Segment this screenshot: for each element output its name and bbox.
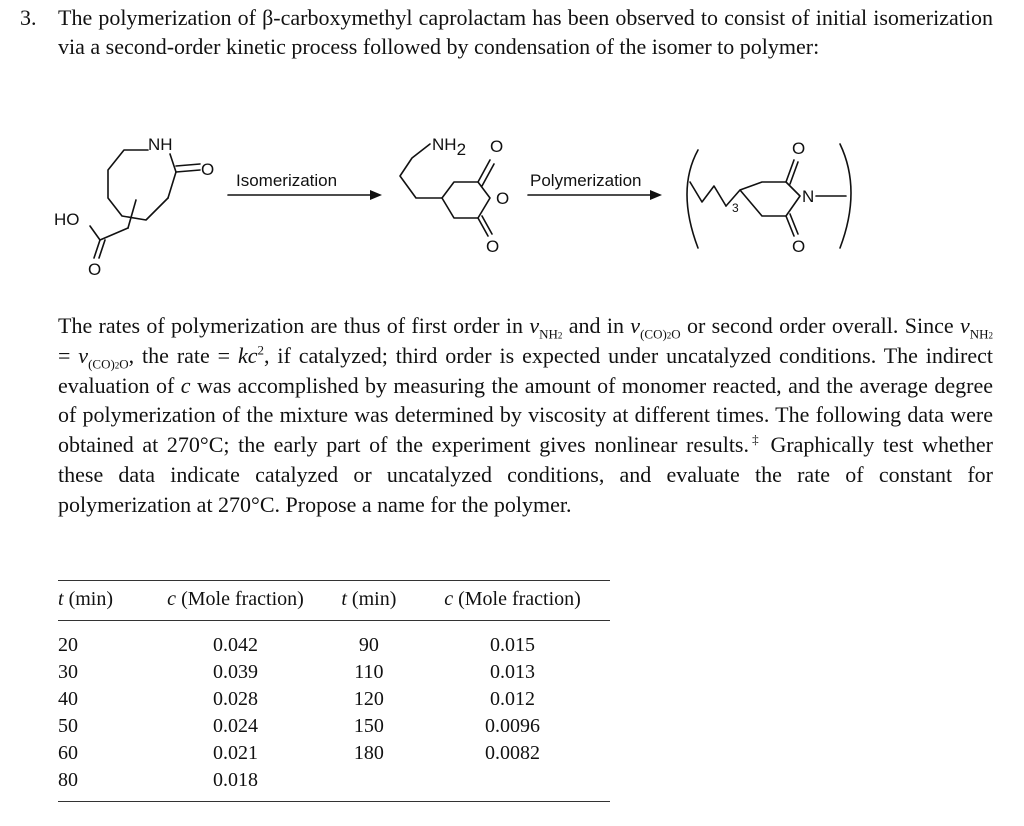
cell-time: 110 bbox=[354, 661, 384, 683]
cell-mole-fraction: 0.013 bbox=[490, 661, 536, 683]
table-row bbox=[58, 685, 610, 712]
cell-time: 60 bbox=[58, 742, 78, 764]
problem-number: 3. bbox=[20, 5, 37, 30]
isomerization-arrow bbox=[228, 171, 382, 200]
cell-time: 180 bbox=[353, 742, 384, 764]
cell-mole-fraction: 0.039 bbox=[212, 661, 258, 683]
cell-time: 90 bbox=[358, 634, 379, 656]
kinetics-data-table bbox=[58, 580, 610, 802]
problem-intro: The polymerization of β-carboxymethyl caprolactam has been observed to consist of initial isomerization via a second-order kinetic process followed by condensation of the isomer to polymer: bbox=[58, 5, 993, 59]
cell-mole-fraction bbox=[415, 766, 610, 802]
cell-time: 120 bbox=[353, 688, 384, 710]
cell-mole-fraction: 0.012 bbox=[490, 688, 536, 710]
cell-mole-fraction: 0.042 bbox=[212, 634, 258, 656]
reaction-scheme bbox=[50, 120, 950, 290]
cell-time: 40 bbox=[58, 688, 78, 710]
polymer-repeat-subscript: 3 bbox=[732, 201, 739, 215]
polymerization-label: Polymerization bbox=[530, 171, 642, 190]
table-row bbox=[58, 739, 610, 766]
table-row bbox=[58, 766, 610, 802]
polymer-structure bbox=[687, 139, 851, 256]
header-mole-fraction-1: c (Mole fraction) bbox=[167, 588, 304, 610]
header-time-1: t (min) bbox=[58, 588, 113, 610]
polymer-n-label: N bbox=[802, 187, 815, 206]
cell-mole-fraction: 0.0096 bbox=[485, 715, 541, 737]
isomerization-label: Isomerization bbox=[236, 171, 338, 190]
cell-mole-fraction: 0.0082 bbox=[485, 742, 541, 764]
isomer-o-top: O bbox=[490, 137, 504, 156]
cell-mole-fraction: 0.028 bbox=[212, 688, 258, 710]
monomer-ho-label: HO bbox=[54, 210, 80, 229]
cell-time: 80 bbox=[58, 766, 148, 802]
table-row bbox=[58, 621, 610, 659]
cell-time: 30 bbox=[58, 661, 78, 683]
isomer-structure bbox=[400, 135, 509, 256]
polymer-o-top: O bbox=[792, 139, 806, 158]
table-header-row bbox=[58, 581, 610, 621]
cell-mole-fraction: 0.024 bbox=[212, 715, 258, 737]
isomer-o-bottom: O bbox=[486, 237, 500, 256]
cell-mole-fraction: 0.018 bbox=[148, 766, 322, 802]
cell-time: 150 bbox=[353, 715, 384, 737]
isomer-o-ring: O bbox=[496, 189, 510, 208]
monomer-carbonyl-o: O bbox=[201, 160, 215, 179]
cell-mole-fraction: 0.015 bbox=[490, 634, 536, 656]
table-row bbox=[58, 712, 610, 739]
polymer-o-bottom: O bbox=[792, 237, 806, 256]
header-time-2: t (min) bbox=[341, 588, 397, 610]
cell-time: 50 bbox=[58, 715, 78, 737]
table-row bbox=[58, 658, 610, 685]
header-mole-fraction-2: c (Mole fraction) bbox=[444, 588, 581, 610]
cell-time: 20 bbox=[58, 634, 78, 656]
monomer-structure bbox=[54, 135, 214, 279]
monomer-nh-label: NH bbox=[148, 135, 173, 154]
polymerization-arrow bbox=[528, 171, 662, 200]
monomer-acid-o: O bbox=[88, 260, 102, 279]
cell-mole-fraction: 0.021 bbox=[212, 742, 258, 764]
isomer-nh2-label: NH2 bbox=[432, 135, 467, 159]
problem-body: The rates of polymerization are thus of first order in $\nu_{NH2}$ and in $\nu_{(CO)2O}$ or second order overall. Since $\nu_{NH2} = \nu_{(CO)2O}$, the rate = $kc^2$, if catalyzed; third order is expected under uncatalyzed conditions. The indirect evaluation of c was accomplished by measuring the amount of monomer reacted, and the average degree of polymerization of the mixture was determined by viscosity at different times. The following data were obtained at 270°C; the early part of the experiment gives nonlinear results.‡ Graphically test whether these data indicate catalyzed or uncatalyzed conditions, and evaluate the rate of constant for polymerization at 270°C. Propose a name for the polymer. bbox=[58, 313, 993, 517]
cell-time bbox=[323, 766, 415, 802]
